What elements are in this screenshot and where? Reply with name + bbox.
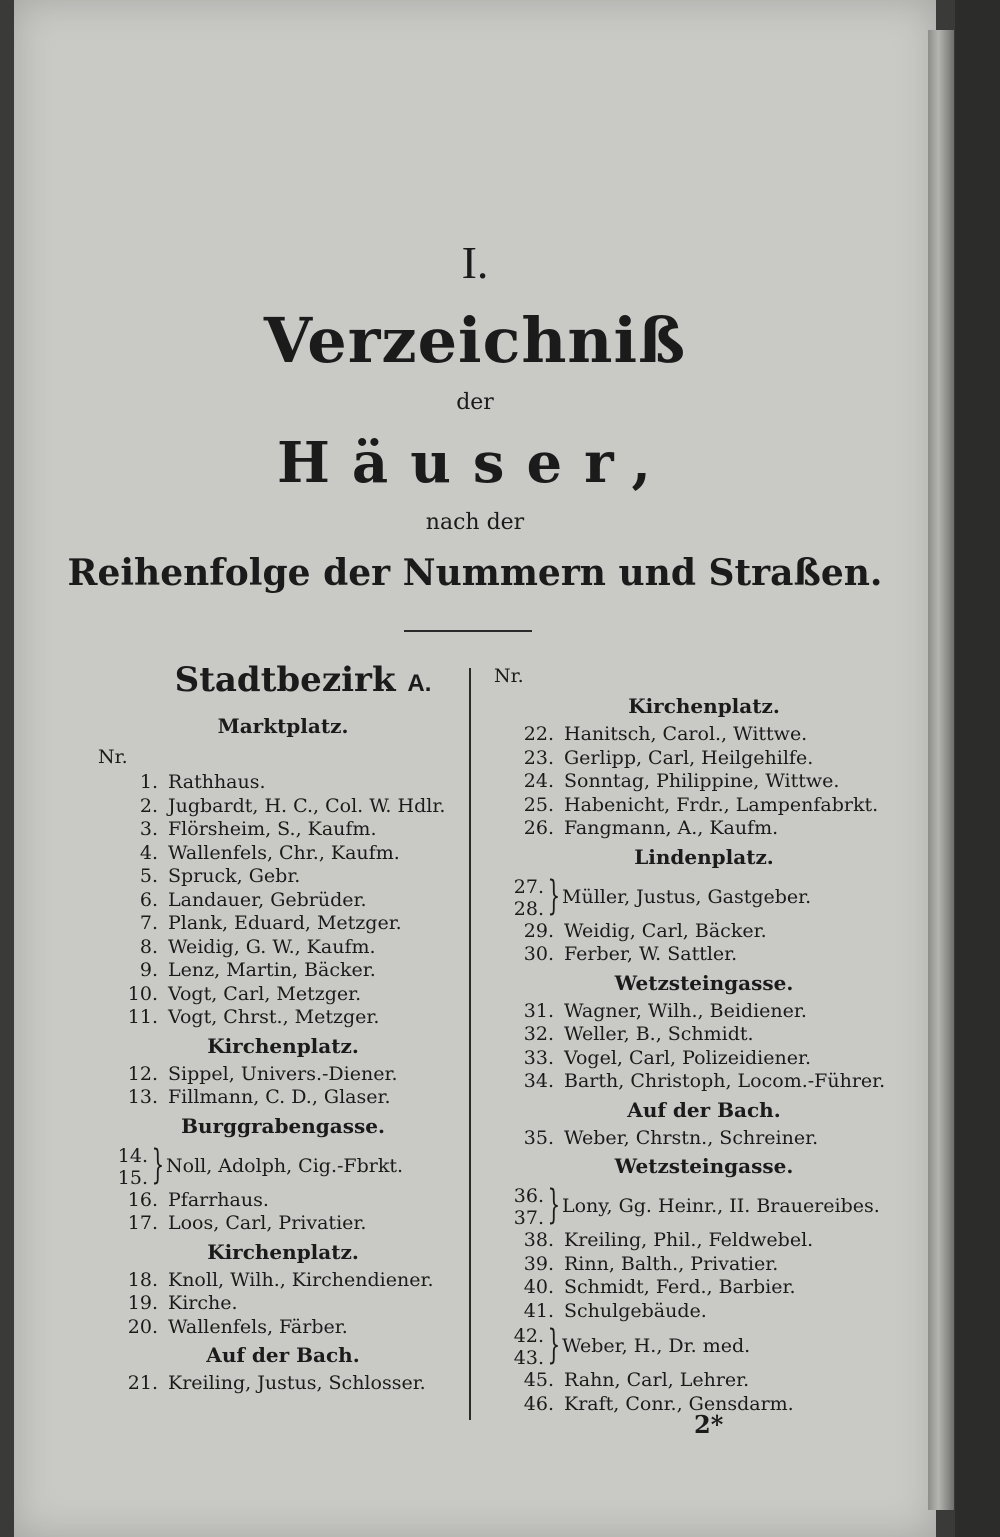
house-number: 30.	[523, 943, 554, 965]
list-item	[98, 889, 468, 913]
house-number: 3.	[139, 818, 158, 840]
page-title: Verzeichniß	[263, 304, 687, 377]
list-item	[98, 1086, 468, 1110]
house-number: 13.	[127, 1086, 158, 1108]
house-number: 7.	[139, 912, 158, 934]
list-item	[494, 1070, 914, 1094]
district-letter: A.	[407, 670, 432, 697]
list-item	[494, 723, 914, 747]
house-number: 21.	[127, 1372, 158, 1394]
house-owner: Sippel, Univers.-Diener.	[168, 1062, 398, 1085]
house-number: 20.	[127, 1315, 158, 1338]
street-heading: Lindenplatz.	[634, 844, 774, 869]
house-owner: Vogel, Carl, Polizeidiener.	[564, 1046, 812, 1069]
list-item	[494, 1369, 914, 1393]
house-number: 12.	[127, 1062, 158, 1085]
list-item	[494, 817, 914, 841]
house-number: 9.	[139, 959, 158, 981]
house-number-pair	[494, 1183, 544, 1229]
house-owner: Schmidt, Ferd., Barbier.	[564, 1276, 796, 1298]
house-owner: Weidig, G. W., Kaufm.	[168, 935, 376, 958]
brace-icon: }	[547, 872, 561, 919]
list-item	[494, 1276, 914, 1300]
book-page	[14, 0, 936, 1537]
house-number: 23.	[523, 746, 554, 769]
list-item	[494, 1047, 914, 1071]
list-item	[98, 1316, 468, 1340]
district-name: Stadtbezirk	[174, 660, 396, 700]
house-number: 11.	[127, 1006, 158, 1028]
house-number: 17.	[127, 1212, 158, 1234]
house-number-pair	[494, 1323, 544, 1369]
list-item	[494, 1300, 914, 1324]
house-owner: Müller, Justus, Gastgeber.	[562, 885, 812, 908]
house-number: 33.	[523, 1046, 554, 1069]
house-number-pair	[494, 874, 544, 920]
house-number: 19.	[127, 1292, 158, 1314]
list-item	[98, 983, 468, 1007]
list-item	[98, 936, 468, 960]
house-owner: Rinn, Balth., Privatier.	[564, 1252, 779, 1275]
signature-mark: 2*	[694, 1410, 724, 1439]
district-heading	[138, 660, 468, 710]
list-item	[98, 1212, 468, 1236]
house-owner: Jugbardt, H. C., Col. W. Hdlr.	[168, 794, 446, 817]
house-number: 31.	[523, 999, 554, 1022]
list-item-pair	[494, 874, 914, 920]
street-heading: Wetzsteingasse.	[614, 1154, 794, 1178]
title-haeuser: Häuser,	[277, 430, 673, 496]
house-owner: Rathhaus.	[168, 771, 266, 793]
house-number: 14.	[117, 1144, 148, 1167]
street-heading: Auf der Bach.	[627, 1097, 781, 1122]
house-number: 10.	[127, 982, 158, 1005]
street-heading: Auf der Bach.	[206, 1343, 360, 1367]
house-number: 6.	[139, 888, 158, 911]
list-item	[98, 771, 468, 795]
house-owner: Kraft, Conr., Gensdarm.	[564, 1392, 794, 1415]
house-owner: Sonntag, Philippine, Wittwe.	[564, 770, 840, 792]
list-item	[494, 770, 914, 794]
list-item	[98, 1269, 468, 1293]
house-number: 45.	[523, 1369, 554, 1391]
list-item-pair	[98, 1143, 468, 1189]
list-item	[494, 1023, 914, 1047]
list-item	[98, 842, 468, 866]
house-owner: Loos, Carl, Privatier.	[168, 1212, 367, 1234]
title-rule	[404, 630, 532, 632]
street-heading: Kirchenplatz.	[628, 694, 780, 718]
house-owner: Schulgebäude.	[564, 1299, 707, 1322]
list-item	[494, 920, 914, 944]
house-number: 39.	[523, 1252, 554, 1275]
house-owner: Weller, B., Schmidt.	[564, 1023, 754, 1045]
house-owner: Kreiling, Phil., Feldwebel.	[564, 1229, 814, 1251]
house-number: 43.	[513, 1347, 544, 1369]
house-number: 28.	[513, 897, 544, 920]
house-number: 41.	[523, 1299, 554, 1322]
house-owner: Kirche.	[168, 1292, 238, 1314]
list-item	[494, 747, 914, 771]
list-item	[494, 1253, 914, 1277]
list-item	[98, 1189, 468, 1213]
list-item	[494, 1000, 914, 1024]
house-owner: Ferber, W. Sattler.	[564, 943, 738, 965]
house-owner: Vogt, Carl, Metzger.	[168, 982, 362, 1005]
nr-header: Nr.	[98, 746, 128, 768]
list-item	[98, 818, 468, 842]
list-item	[98, 1006, 468, 1030]
house-owner: Weber, H., Dr. med.	[562, 1335, 751, 1357]
house-number: 2.	[139, 794, 158, 817]
list-item	[494, 943, 914, 967]
house-number: 40.	[523, 1276, 554, 1298]
list-item	[98, 959, 468, 983]
house-number: 42.	[513, 1325, 544, 1347]
house-number: 26.	[523, 817, 554, 839]
house-number: 4.	[139, 841, 158, 864]
book-cover	[955, 0, 1000, 1537]
list-item	[98, 1063, 468, 1087]
house-owner: Hanitsch, Carol., Wittwe.	[564, 723, 808, 745]
house-number: 35.	[523, 1126, 554, 1149]
street-heading: Marktplatz.	[217, 714, 349, 738]
brace-icon: }	[547, 1322, 561, 1368]
house-number: 1.	[139, 771, 158, 793]
house-number: 46.	[523, 1392, 554, 1415]
brace-icon: }	[547, 1182, 561, 1228]
street-heading: Wetzsteingasse.	[614, 970, 794, 995]
house-number: 16.	[127, 1188, 158, 1211]
house-owner: Lony, Gg. Heinr., II. Brauereibes.	[562, 1195, 880, 1217]
column-divider	[469, 668, 471, 1420]
list-item	[98, 865, 468, 889]
street-heading: Kirchenplatz.	[207, 1239, 359, 1264]
house-owner: Spruck, Gebr.	[168, 865, 301, 887]
house-number: 27.	[513, 875, 544, 898]
list-item	[494, 794, 914, 818]
house-number: 34.	[523, 1070, 554, 1092]
house-number: 24.	[523, 770, 554, 792]
house-number: 29.	[523, 919, 554, 942]
list-item	[494, 1127, 914, 1151]
left-column	[98, 660, 468, 1396]
street-heading: Kirchenplatz.	[207, 1033, 359, 1058]
house-owner: Wagner, Wilh., Beidiener.	[564, 999, 807, 1022]
house-owner: Pfarrhaus.	[168, 1188, 269, 1211]
list-item-pair	[494, 1183, 914, 1229]
house-owner: Wallenfels, Chr., Kaufm.	[168, 841, 400, 864]
house-number: 22.	[523, 723, 554, 745]
page-subtitle: Reihenfolge der Nummern und Straßen.	[67, 552, 883, 594]
house-owner: Habenicht, Frdr., Lampenfabrkt.	[564, 793, 879, 816]
house-owner: Flörsheim, S., Kaufm.	[168, 818, 377, 840]
house-owner: Weidig, Carl, Bäcker.	[564, 919, 767, 942]
list-item-pair	[494, 1323, 914, 1369]
house-owner: Fangmann, A., Kaufm.	[564, 817, 779, 839]
house-owner: Rahn, Carl, Lehrer.	[564, 1369, 750, 1391]
house-number: 25.	[523, 793, 554, 816]
house-owner: Lenz, Martin, Bäcker.	[168, 959, 376, 981]
title-nach-der: nach der	[425, 510, 525, 535]
house-number: 32.	[523, 1023, 554, 1045]
page-edges	[928, 30, 954, 1510]
house-owner: Kreiling, Justus, Schlosser.	[168, 1372, 426, 1394]
house-number: 8.	[139, 935, 158, 958]
house-owner: Vogt, Chrst., Metzger.	[168, 1006, 380, 1028]
list-item	[494, 1229, 914, 1253]
house-list	[98, 771, 468, 1030]
house-owner: Wallenfels, Färber.	[168, 1315, 348, 1338]
list-item	[98, 1372, 468, 1396]
right-column	[494, 662, 914, 1416]
house-number: 36.	[513, 1185, 544, 1207]
house-number: 18.	[127, 1268, 158, 1291]
house-owner: Gerlipp, Carl, Heilgehilfe.	[564, 746, 814, 769]
house-number: 37.	[513, 1207, 544, 1229]
section-numeral: I.	[461, 237, 489, 288]
house-owner: Landauer, Gebrüder.	[168, 888, 367, 911]
house-number-pair	[98, 1143, 148, 1189]
list-item	[98, 1292, 468, 1316]
list-item	[98, 912, 468, 936]
house-number: 15.	[117, 1166, 148, 1189]
house-owner: Plank, Eduard, Metzger.	[168, 912, 402, 934]
nr-header: Nr.	[494, 665, 524, 687]
list-item	[98, 795, 468, 819]
house-owner: Noll, Adolph, Cig.-Fbrkt.	[166, 1154, 404, 1177]
house-owner: Barth, Christoph, Locom.-Führer.	[564, 1070, 886, 1092]
house-owner: Knoll, Wilh., Kirchendiener.	[168, 1268, 434, 1291]
house-owner: Weber, Chrstn., Schreiner.	[564, 1126, 819, 1149]
house-number: 5.	[139, 865, 158, 887]
house-number: 38.	[523, 1229, 554, 1251]
street-heading: Burggrabengasse.	[181, 1113, 385, 1138]
brace-icon: }	[151, 1141, 165, 1188]
title-der: der	[456, 390, 494, 415]
house-owner: Fillmann, C. D., Glaser.	[168, 1086, 391, 1108]
